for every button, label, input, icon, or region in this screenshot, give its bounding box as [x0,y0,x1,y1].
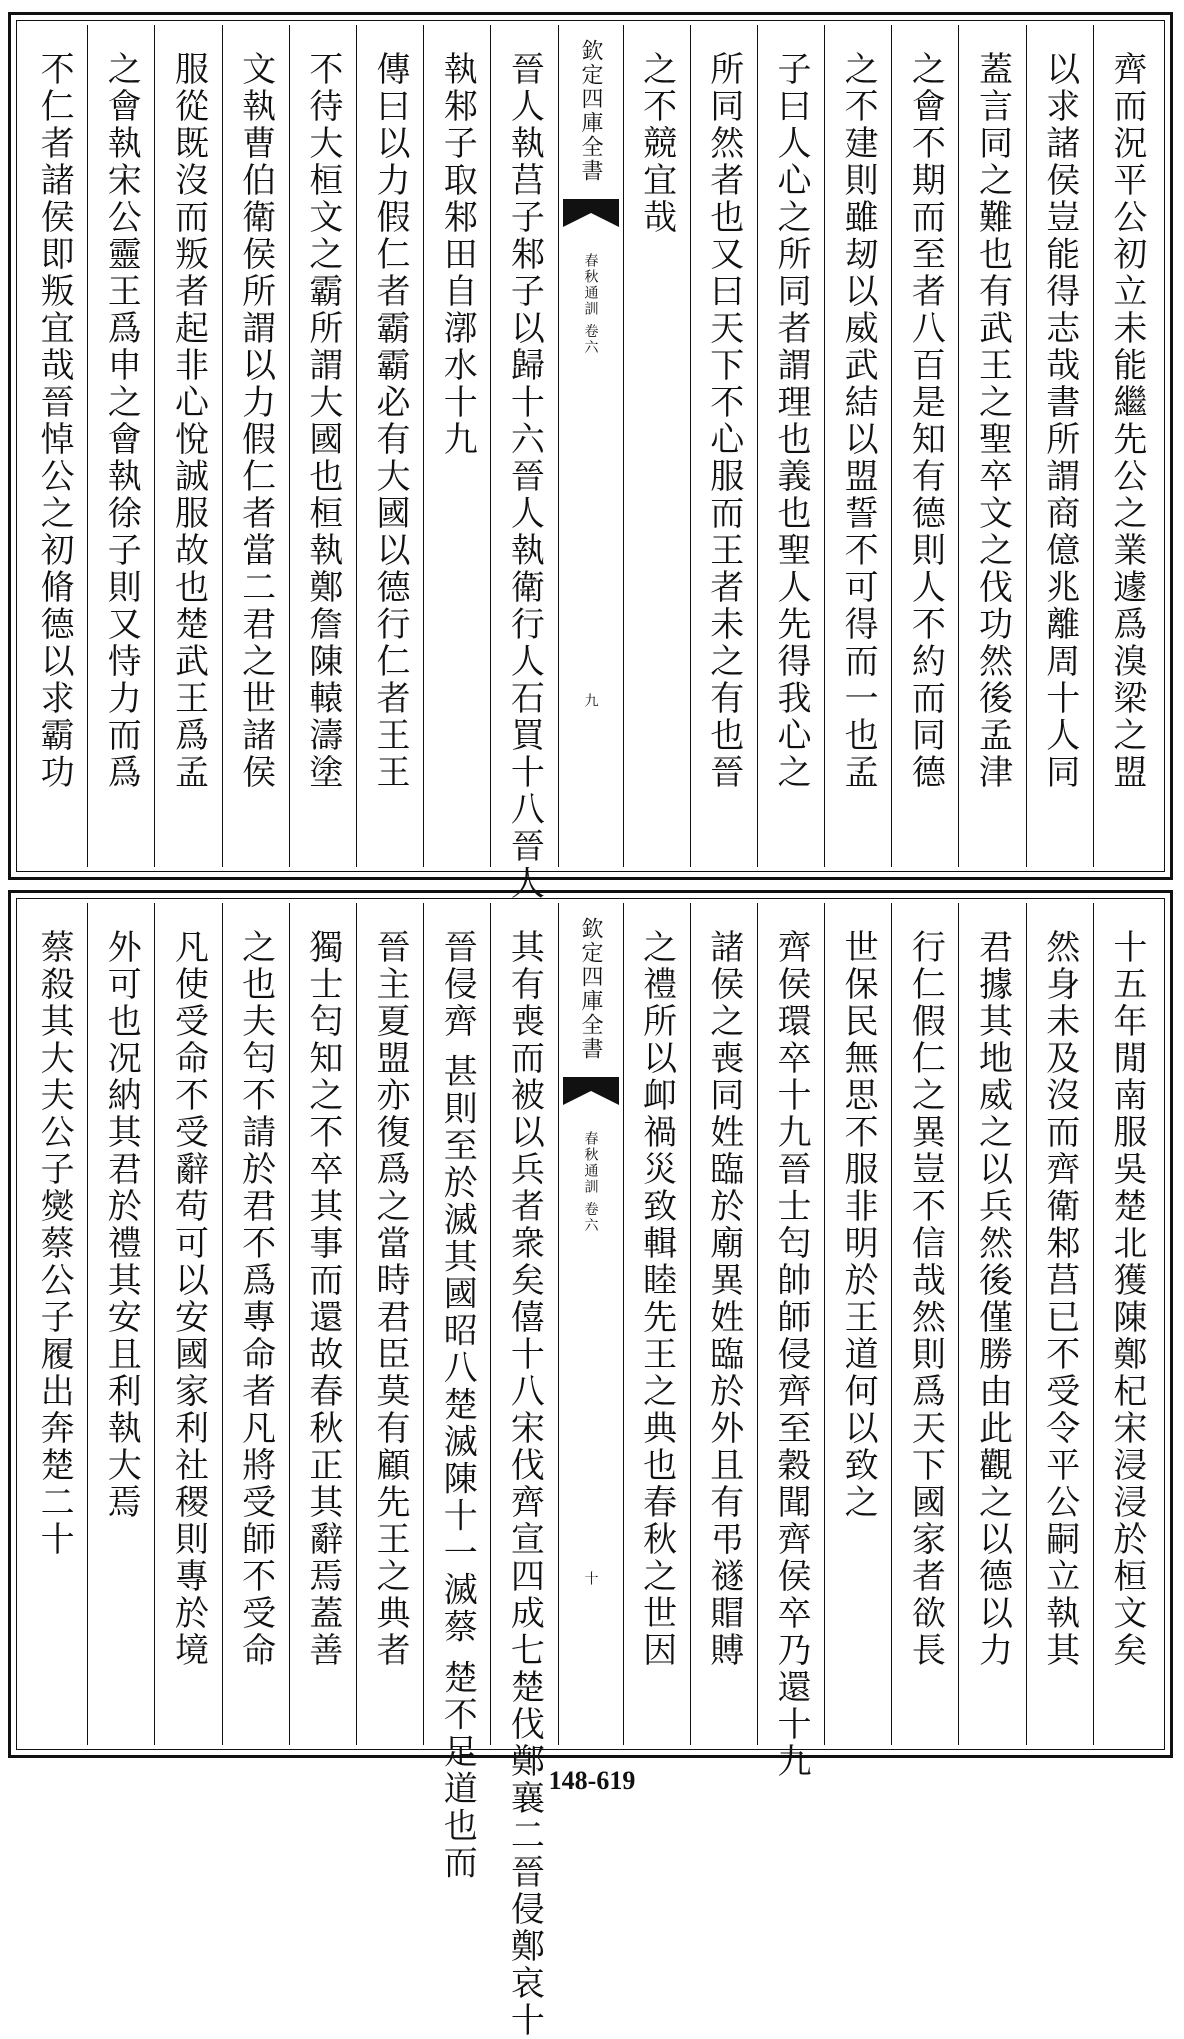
page-label: 148-619 [548,1766,636,1795]
text-column [623,25,690,867]
center-fold-column [558,25,623,867]
text-line: 所同然者也又曰天下不心服而王者未之有也晉 [703,51,744,791]
text-column [87,25,154,867]
text-column [1026,25,1093,867]
text-line: 然身未及沒而齊衛邾莒已不受令平公嗣立執其 [1039,929,1080,1669]
text-column [690,25,757,867]
text-line: 文執曹伯衛侯所謂以力假仁者當二君之世諸侯 [235,51,276,791]
text-column [423,25,490,867]
text-line: 晉主夏盟亦復爲之當時君臣莫有顧先王之典者 [370,929,411,1669]
text-column [490,903,557,2039]
book-title: 欽定四庫全書 [578,917,603,1061]
text-line: 十五年閒南服吳楚北獲陳鄭杞宋浸浸於桓文矣 [1106,929,1147,1669]
volume-label: 春秋通訓 卷六 [582,253,599,356]
text-column [21,903,87,1745]
text-column [824,25,891,867]
text-column [757,25,824,867]
leaf-number: 十 [582,1571,599,1585]
text-line: 世保民無思不服非明於王道何以致之 [838,929,879,1521]
text-column [958,25,1025,867]
text-column [490,25,557,902]
text-column [21,25,87,867]
text-line: 蔡殺其大夫公子爕蔡公子履出奔楚二十 [34,929,75,1558]
text-column [891,903,958,1745]
center-fold-column [558,903,623,1745]
text-line: 之不競宜哉 [636,51,677,236]
text-line: 以求諸侯豈能得志哉書所謂商億兆離周十人同 [1039,51,1080,791]
text-column [154,25,221,867]
book-title: 欽定四庫全書 [578,39,603,183]
text-column [757,903,824,1780]
fishtail-mark-icon [559,197,623,237]
text-line: 君據其地威之以兵然後僅勝由此觀之以德以力 [972,929,1013,1669]
text-line: 凡使受命不受辭苟可以安國家利社稷則專於境 [168,929,209,1669]
text-line: 齊而況平公初立未能繼先公之業遽爲溴梁之盟 [1106,51,1147,791]
text-column [289,903,356,1745]
text-line: 其有喪而被以兵者衆矣僖十八宋伐齊宣四成七楚伐鄭襄二晉侵鄭哀十 [504,929,545,2039]
text-line: 獨士匄知之不卒其事而還故春秋正其辭焉蓋善 [302,929,343,1669]
text-line: 齊侯環卒十九晉士匄帥師侵齊至穀聞齊侯卒乃還十九 [770,929,811,1780]
text-line: 執邾子取邾田自漷水十九 [437,51,478,458]
text-column [222,903,289,1745]
text-column [289,25,356,867]
text-line: 之會執宋公靈王爲申之會執徐子則又恃力而爲 [101,51,142,791]
text-column [1093,903,1160,1745]
text-line: 不待大桓文之霸所謂大國也桓執鄭詹陳轅濤塗 [302,51,343,791]
text-column [690,903,757,1745]
text-column [958,903,1025,1745]
text-column [222,25,289,867]
text-line: 子曰人心之所同者謂理也義也聖人先得我心之 [770,51,811,791]
top-page-panel [8,12,1173,902]
text-column [891,25,958,867]
text-column [87,903,154,1745]
text-column [423,903,490,1882]
text-line: 外可也况納其君於禮其安且利執大焉 [101,929,142,1521]
text-column [154,903,221,1745]
text-line: 傳曰以力假仁者霸霸必有大國以德行仁者王王 [370,51,411,791]
text-line: 之會不期而至者八百是知有德則人不約而同德 [905,51,946,791]
text-line: 之不建則雖刼以威武結以盟誓不可得而一也孟 [838,51,879,791]
text-line: 晉侵齊 甚則至於滅其國昭八楚滅陳十一滅蔡 楚不足道也而 [437,929,478,1882]
fishtail-mark-icon [559,1075,623,1115]
text-column [623,903,690,1745]
text-line: 服從既沒而叛者起非心悅誠服故也楚武王爲孟 [168,51,209,791]
text-line: 不仁者諸侯即叛宜哉晉悼公之初脩德以求霸功 [34,51,75,791]
volume-label: 春秋通訓 卷六 [582,1131,599,1234]
text-column [1093,25,1160,867]
text-line: 諸侯之喪同姓臨於廟異姓臨於外且有弔禭賵賻 [703,929,744,1669]
text-line: 之禮所以卹禍災致輯睦先王之典也春秋之世因 [636,929,677,1669]
text-line: 蓋言同之難也有武王之聖卒文之伐功然後孟津 [972,51,1013,791]
text-column [824,903,891,1745]
text-line: 晉人執莒子邾子以歸十六晉人執衛行人石買十八晉人 [504,51,545,902]
text-line: 之也夫匄不請於君不爲專命者凡將受師不受命 [235,929,276,1669]
text-column [356,903,423,1745]
text-column [356,25,423,867]
text-line: 行仁假仁之異豈不信哉然則爲天下國家者欲長 [905,929,946,1669]
leaf-number: 九 [582,693,599,707]
text-column [1026,903,1093,1745]
